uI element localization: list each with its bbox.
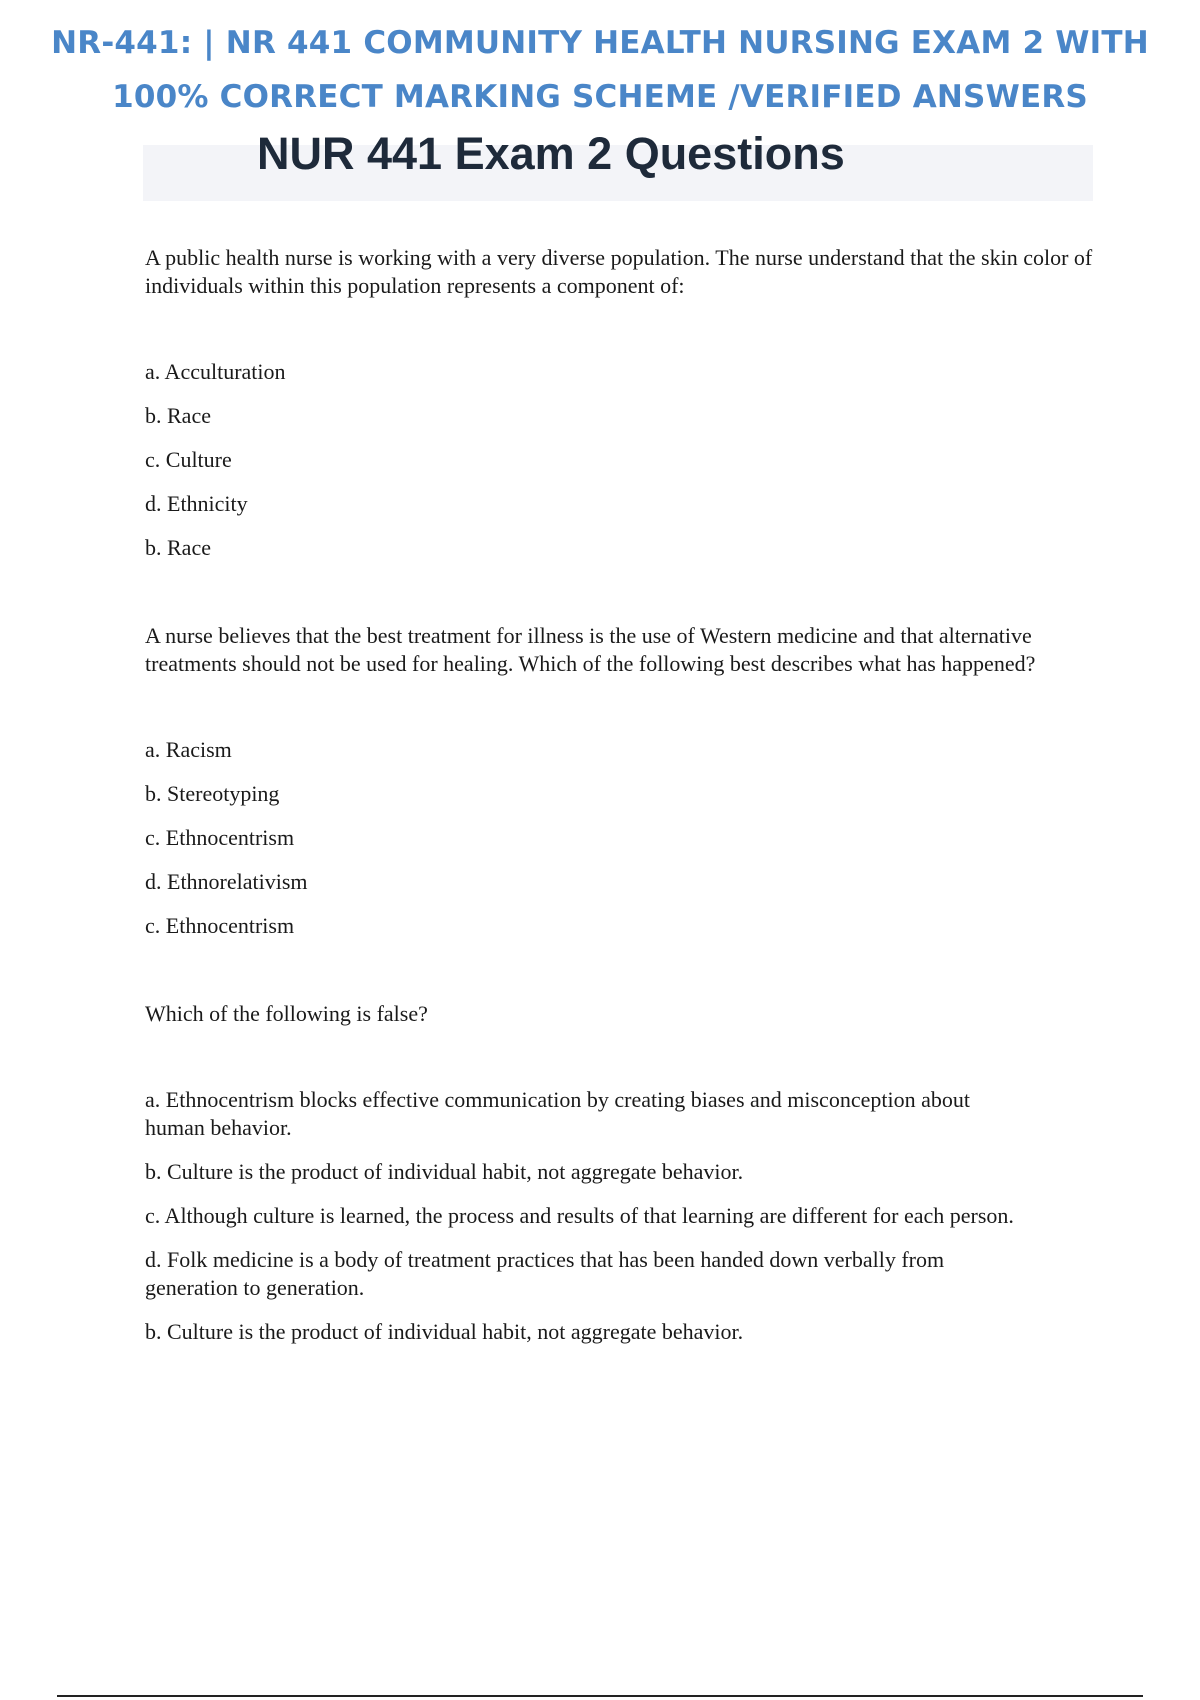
page-title: NUR 441 Exam 2 Questions	[257, 128, 845, 179]
question-block-2	[145, 622, 1095, 940]
banner-line-2: 100% CORRECT MARKING SCHEME /VERIFIED ANSWERS	[112, 79, 1088, 115]
option-item: b. Race	[145, 403, 211, 428]
option-item: b. Culture is the product of individual habit, not aggregate behavior.	[145, 1159, 744, 1184]
question-block-1	[145, 244, 1095, 562]
option-list	[145, 736, 1095, 940]
answer-text: c. Ethnocentrism	[145, 913, 295, 938]
option-item: b. Stereotyping	[145, 781, 280, 806]
page-bottom-rule	[57, 1695, 1143, 1697]
banner-line-1: NR-441: | NR 441 COMMUNITY HEALTH NURSING EXAM 2 WITH	[51, 25, 1149, 61]
option-item: a. Ethnocentrism blocks effective communication by creating biases and misconception about human behavior.	[145, 1087, 970, 1140]
answer-text: b. Race	[145, 535, 211, 560]
question-text: A public health nurse is working with a very diverse population. The nurse understand that the skin color of individuals within this population represents a component of:	[145, 245, 1093, 298]
question-block-3	[145, 1000, 1095, 1346]
option-list	[145, 1086, 1095, 1346]
option-item: c. Ethnocentrism	[145, 825, 295, 850]
option-list	[145, 358, 1095, 562]
option-item: d. Folk medicine is a body of treatment practices that has been handed down verbally from generation to generation.	[145, 1247, 945, 1300]
questions-container	[145, 244, 1095, 1406]
answer-text: b. Culture is the product of individual habit, not aggregate behavior.	[145, 1319, 744, 1344]
option-item: c. Culture	[145, 447, 232, 472]
option-item: c. Although culture is learned, the process and results of that learning are different for each person.	[145, 1203, 1014, 1228]
option-item: a. Acculturation	[145, 359, 286, 384]
option-item: d. Ethnorelativism	[145, 869, 308, 894]
option-item: a. Racism	[145, 737, 232, 762]
option-item: d. Ethnicity	[145, 491, 248, 516]
question-text: Which of the following is false?	[145, 1001, 428, 1026]
question-text: A nurse believes that the best treatment for illness is the use of Western medicine and that alternative treatments should not be used for healing. Which of the following best describes what has happened?	[145, 623, 1036, 676]
document-banner	[0, 16, 1200, 124]
